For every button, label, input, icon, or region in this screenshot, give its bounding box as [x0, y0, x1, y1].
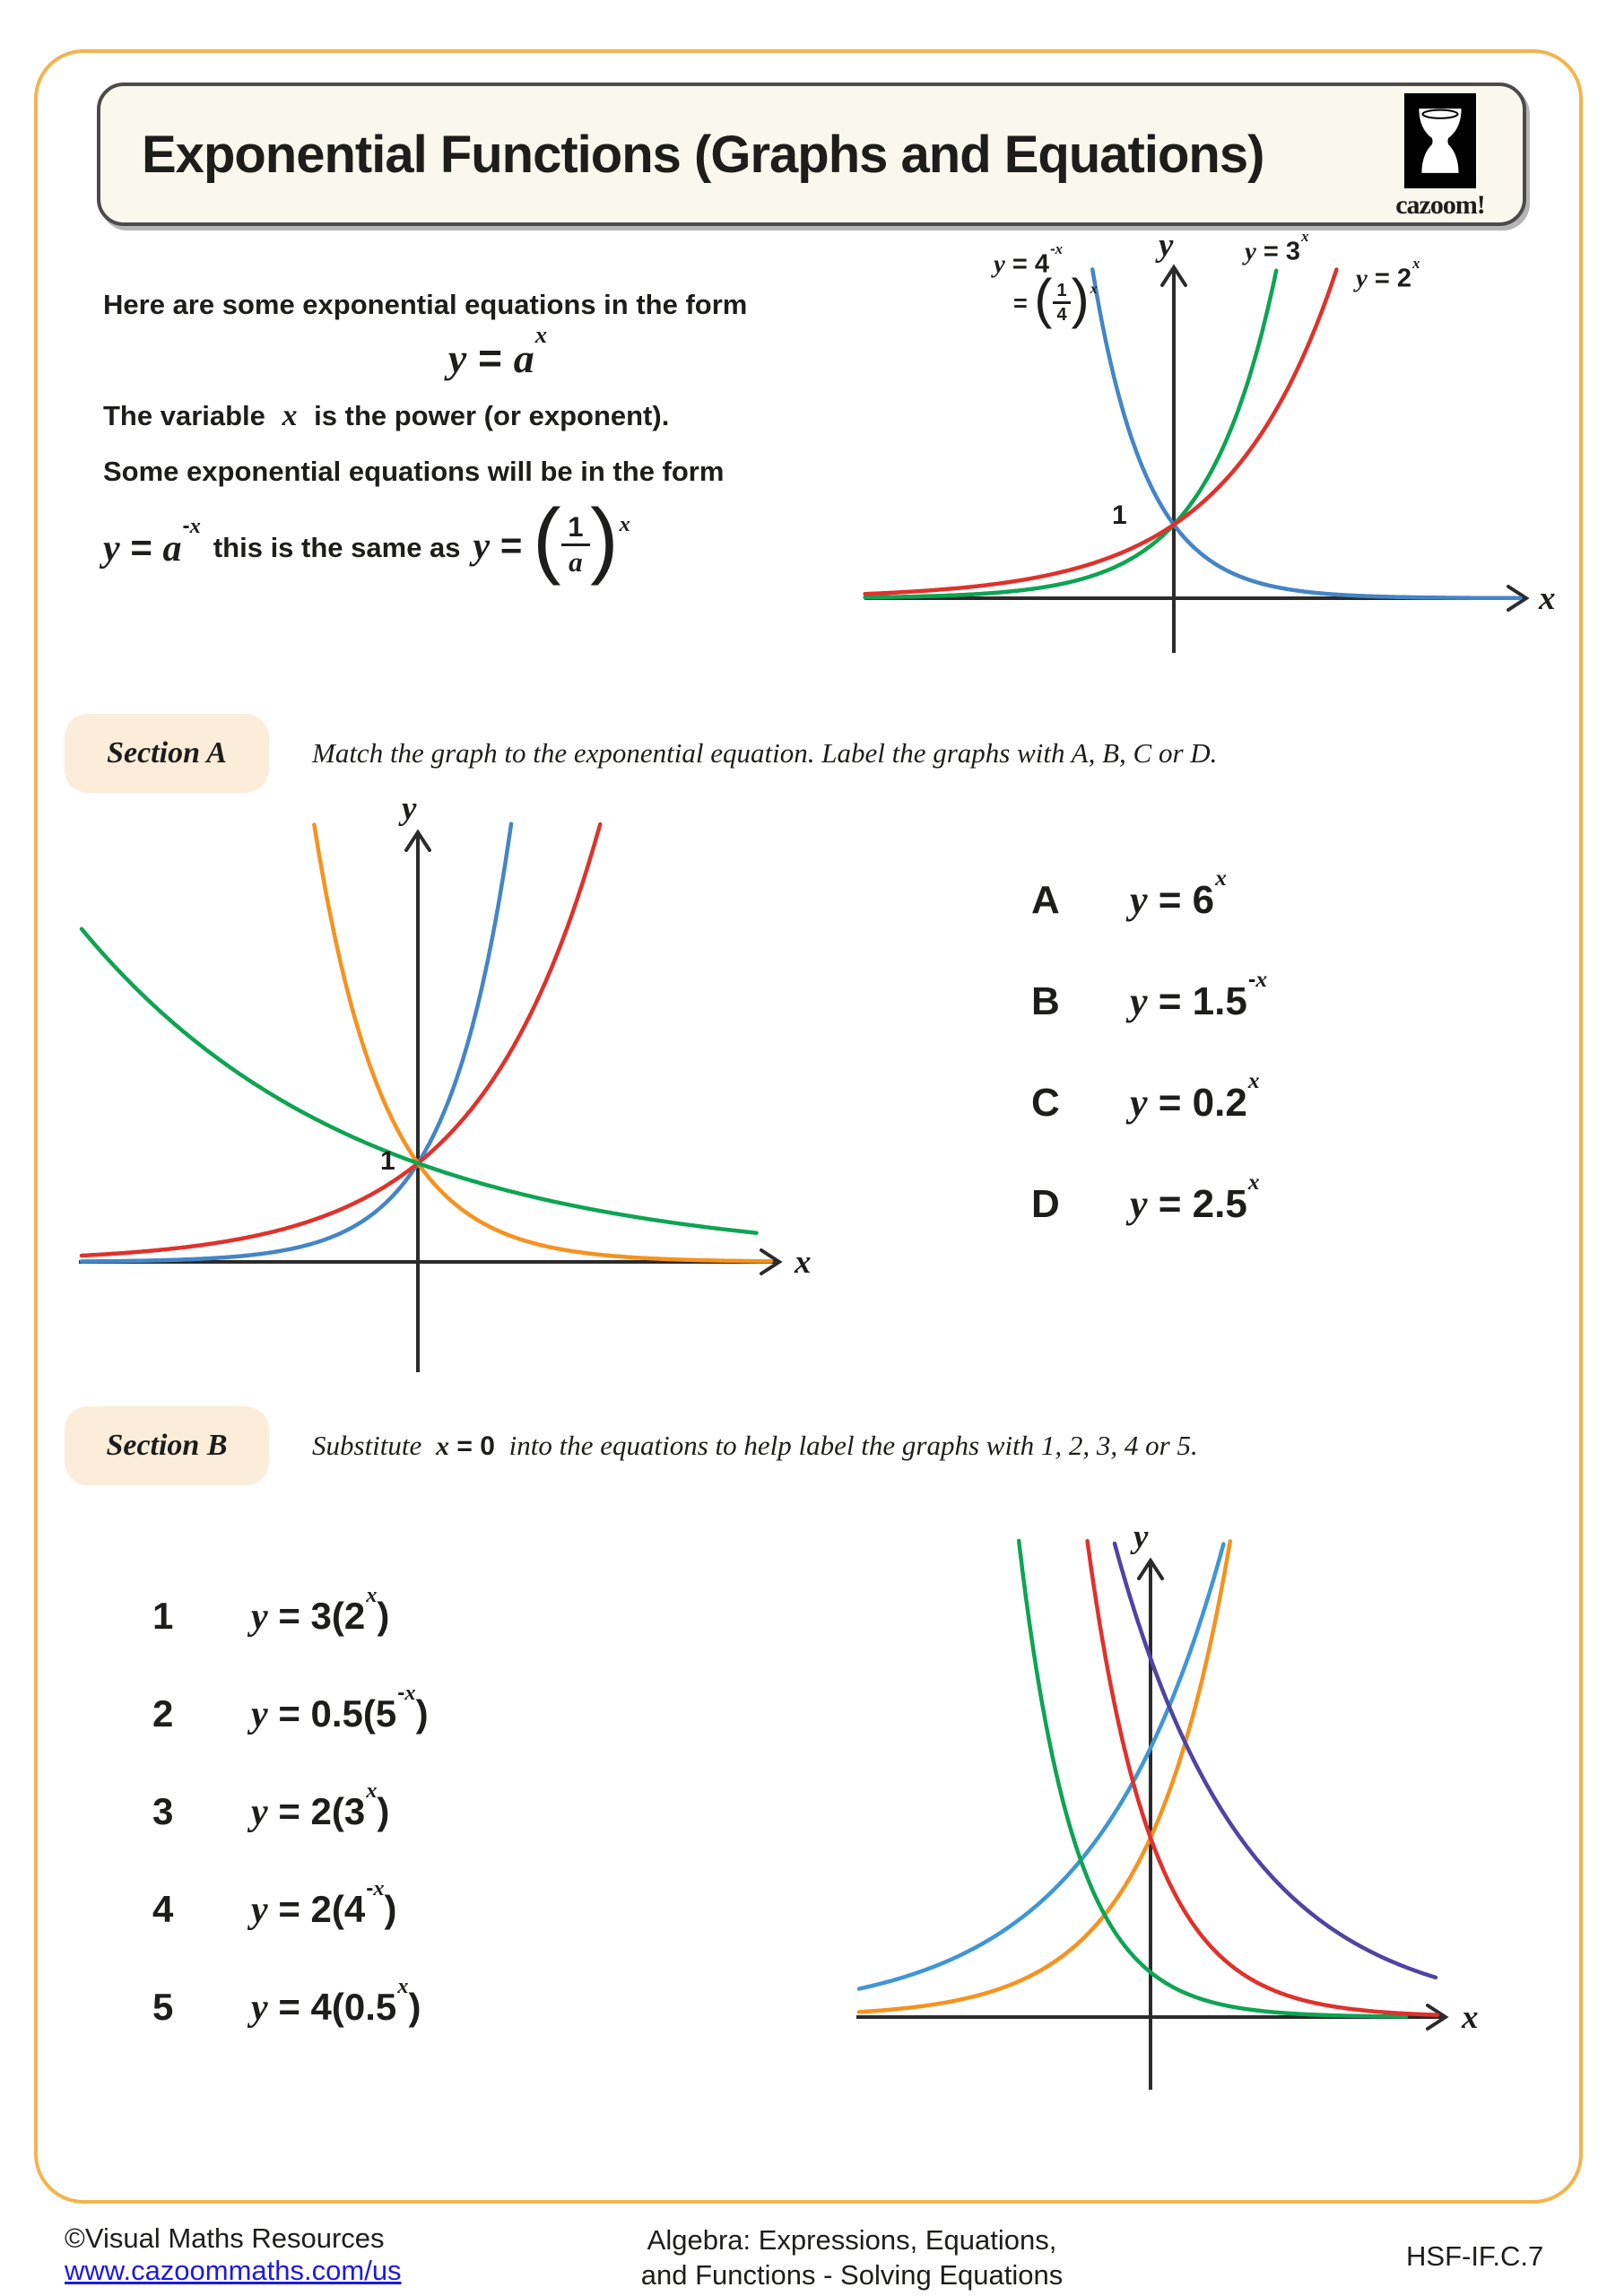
footer-topic: [538, 2222, 1166, 2292]
section-b-graph: [807, 1516, 1578, 2144]
graph-section-a-canvas: [72, 789, 897, 1399]
list-item: [152, 1680, 708, 1736]
intro-line-1: Here are some exponential equations in the form: [103, 289, 748, 320]
graph-label: y: [1159, 227, 1174, 264]
footer-standard-code: HSF-IF.C.7: [1406, 2240, 1544, 2272]
section-a-heading: Section A: [107, 736, 227, 770]
list-item: [1031, 864, 1533, 923]
equation-text: $y = 4(0.5^x)$: [251, 1973, 421, 2029]
section-a-instruction: Match the graph to the exponential equation. Label the graphs with A, B, C or D.: [312, 737, 1218, 769]
graph-label: x: [1462, 1999, 1479, 2036]
intro-line-2-var: x: [282, 399, 298, 432]
list-item: [152, 1778, 708, 1834]
equation-text: $y = 1.5^{-x}$: [1130, 965, 1268, 1023]
intro-equation-identity: [103, 491, 630, 597]
graph-label: $y = 2^x$: [1356, 254, 1420, 293]
graph-label: x: [795, 1244, 812, 1281]
section-a-equation-list: [1031, 864, 1533, 1227]
list-item: [152, 1875, 708, 1932]
equation-label: B: [1031, 979, 1060, 1023]
curve-1: [82, 824, 600, 1256]
intro-line-3: Some exponential equations will be in the form: [103, 456, 725, 487]
graph-label: $y = 3^x$: [1245, 227, 1309, 266]
graph-label: y: [402, 790, 417, 827]
section-a-graph: [72, 789, 897, 1399]
equation-text: $y = 0.2^x$: [1130, 1066, 1260, 1125]
footer-copyright-block: [65, 2222, 402, 2287]
equation-label: 3: [152, 1790, 174, 1832]
section-a-pill: [65, 714, 269, 793]
equation-label: 2: [152, 1692, 174, 1735]
equation-label: 5: [152, 1986, 174, 2028]
brand-name: cazoom!: [1395, 190, 1485, 220]
footer-topic-line2: and Functions - Solving Equations: [640, 2259, 1064, 2291]
identity-middle-text: this is the same as: [213, 532, 461, 563]
equation-label: 4: [152, 1888, 174, 1930]
equation-text: $y = 6^x$: [1130, 864, 1227, 922]
equation-label: D: [1031, 1182, 1060, 1226]
section-b-pill: [65, 1406, 269, 1485]
graph-label: 1: [1112, 500, 1127, 530]
intro-line-2: The variable x is the power (or exponent).: [103, 399, 670, 432]
equation-text: $y = 2.5^x$: [1130, 1168, 1260, 1226]
intro-equation-form: $y = a^x$: [447, 321, 548, 381]
curve-2: [314, 825, 770, 1262]
curve-4: [1115, 1544, 1436, 1978]
graph-label: y: [1133, 1518, 1149, 1555]
footer-link[interactable]: www.cazoommaths.com/us: [65, 2255, 402, 2286]
equation-label: A: [1031, 878, 1060, 922]
title-box: [97, 83, 1526, 226]
equation-text: $y = 0.5(5^{-x})$: [251, 1680, 429, 1735]
identity-eq-right: y = ( $\frac{1}{a}$ )$^x$: [473, 491, 630, 587]
graph-label: = ( $\frac{1}{4}$ )$^x$: [1013, 268, 1098, 330]
equation-text: $y = 3(2^x)$: [251, 1582, 390, 1638]
brand-logo: [1377, 93, 1503, 221]
example-exponential-graph: [852, 224, 1578, 665]
list-item: [1031, 1168, 1533, 1227]
identity-eq-left: $y = a^{-x}$: [103, 514, 201, 570]
curve-0: [859, 1544, 1223, 1989]
section-b-instruction: Substitute x = 0 into the equations to help label the graphs with 1, 2, 3, 4 or 5.: [312, 1430, 1198, 1461]
footer-topic-line1: Algebra: Expressions, Equations,: [647, 2224, 1057, 2256]
list-item: [152, 1582, 708, 1639]
equation-text: $y = 2(3^x)$: [251, 1778, 390, 1833]
page-title: Exponential Functions (Graphs and Equations): [142, 125, 1264, 184]
equation-text: $y = 2(4^{-x})$: [251, 1875, 397, 1931]
graph-top-canvas: [852, 224, 1578, 665]
section-b-equation-list: [152, 1582, 708, 2030]
graph-label: 1: [380, 1146, 395, 1176]
curve-0: [1092, 270, 1520, 598]
drum-icon: [1404, 93, 1476, 188]
graph-section-b-canvas: [807, 1516, 1578, 2144]
equation-label: 1: [152, 1595, 174, 1637]
list-item: [1031, 965, 1533, 1024]
list-item: [152, 1973, 708, 2030]
footer-copyright: ©Visual Maths Resources: [65, 2222, 385, 2254]
curve-1: [859, 1542, 1230, 2013]
graph-label: $y = 4^{-x}$: [994, 239, 1064, 279]
section-b-instruction-var: x = 0: [436, 1431, 495, 1461]
section-b-heading: Section B: [106, 1429, 228, 1462]
list-item: [1031, 1066, 1533, 1126]
equation-label: C: [1031, 1081, 1060, 1125]
curve-3: [1088, 1541, 1437, 2014]
graph-label: x: [1539, 580, 1556, 617]
